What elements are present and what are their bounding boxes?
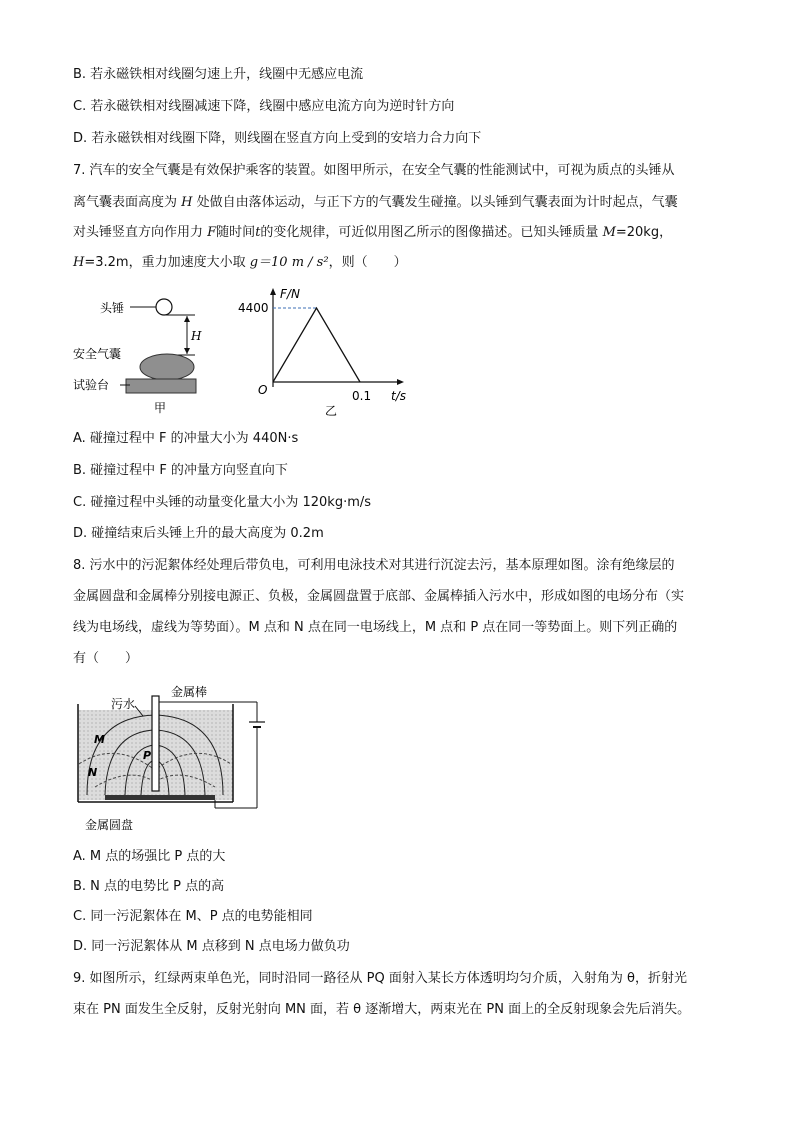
- q7-figure-yi-chart: [230, 282, 420, 422]
- h-arrow-up: [184, 316, 190, 322]
- q6-option-b: B. 若永磁铁相对线圈匀速上升，线圈中无感应电流: [73, 67, 364, 82]
- p-point-label: P: [143, 749, 152, 762]
- q8-option-c: C. 同一污泥絮体在 M、P 点的电势能相同: [73, 909, 313, 924]
- x-axis-label: t/s: [391, 389, 406, 403]
- q7-stem-line2: [73, 194, 678, 212]
- q8-stem-line3: 线为电场线，虚线为等势面）。M 点和 N 点在同一电场线上，M 点和 P 点在同一等势面上。则下列正确的: [73, 620, 678, 635]
- h-label: H: [191, 329, 202, 343]
- q8-option-d: D. 同一污泥絮体从 M 点移到 N 点电场力做负功: [73, 939, 350, 954]
- q8-electrophoresis-figure: [75, 682, 275, 837]
- y-axis-label: F/N: [280, 287, 300, 301]
- water-label: 污水: [111, 697, 136, 711]
- test-table: [126, 379, 196, 393]
- q7-var-h: H: [73, 255, 85, 270]
- metal-rod: [152, 696, 159, 791]
- q6-option-c: C. 若永磁铁相对线圈减速下降，线圈中感应电流方向为逆时针方向: [73, 99, 455, 114]
- q7-text: 离气囊表面高度为: [73, 195, 182, 210]
- q8-stem-line2: 金属圆盘和金属棒分别接电源正、负极，金属圆盘置于底部、金属棒插入污水中，形成如图的电场分布（实: [73, 589, 685, 604]
- origin-label: O: [258, 383, 268, 397]
- q8-stem-line1: 8. 污水中的污泥絮体经处理后带负电，可利用电泳技术对其进行沉淀去污，基本原理如图。涂有绝缘层的: [73, 558, 675, 573]
- q7-text: 处做自由落体运动，与正下方的气囊发生碰撞。以头锤到气囊表面为计时起点，气囊: [192, 195, 678, 210]
- q6-option-d: D. 若永磁铁相对线圈下降，则线圈在竖直方向上受到的安培力合力向下: [73, 131, 482, 146]
- q7-var-f: F: [207, 225, 217, 240]
- q7-text: =3.2m，重力加速度大小取: [84, 255, 250, 270]
- figure-yi-caption: 乙: [325, 404, 338, 418]
- head-ball: [156, 299, 172, 315]
- q8-option-a: A. M 点的场强比 P 点的大: [73, 849, 226, 864]
- h-arrow-down: [184, 348, 190, 354]
- q7-text: ，则（ ）: [328, 255, 407, 270]
- rod-label: 金属棒: [171, 685, 208, 699]
- force-series-line: [273, 308, 360, 382]
- metal-disk: [105, 795, 215, 800]
- q7-text: 随时间: [216, 225, 256, 240]
- x-axis-arrow: [397, 379, 404, 385]
- q7-figure-jia: [70, 290, 210, 420]
- figure-jia-caption: 甲: [154, 401, 167, 415]
- q7-var-m: M: [602, 225, 616, 240]
- x-tick-label: 0.1: [352, 389, 372, 403]
- airbag: [140, 354, 194, 380]
- y-axis-arrow: [270, 288, 276, 295]
- q9-stem-line1: 9. 如图所示，红绿两束单色光，同时沿同一路径从 PQ 面射入某长方体透明均匀介质，入射角为 θ，折射光: [73, 971, 687, 986]
- q7-var-h: H: [181, 195, 193, 210]
- q7-option-c: C. 碰撞过程中头锤的动量变化量大小为 120kg·m/s: [73, 495, 372, 510]
- q7-var-t: t: [255, 225, 261, 240]
- q7-option-d: D. 碰撞结束后头锤上升的最大高度为 0.2m: [73, 526, 324, 541]
- q7-text: =20kg，: [615, 225, 673, 240]
- q9-stem-line2: 束在 PN 面发生全反射，反射光射向 MN 面，若 θ 逐渐增大，两束光在 PN 面上的全反射现象会先后消失。: [73, 1002, 691, 1017]
- q7-stem-line4: [73, 254, 407, 272]
- q7-gravity: g＝10 m / s²: [249, 255, 329, 270]
- m-point-label: M: [94, 733, 105, 746]
- head-label: 头锤: [100, 301, 125, 315]
- disk-label: 金属圆盘: [85, 818, 134, 832]
- q8-option-b: B. N 点的电势比 P 点的高: [73, 879, 225, 894]
- q7-option-a: A. 碰撞过程中 F 的冲量大小为 440N·s: [73, 431, 299, 446]
- q7-text: 的变化规律，可近似用图乙所示的图像描述。已知头锤质量: [260, 225, 603, 240]
- airbag-label: 安全气囊: [73, 347, 122, 361]
- table-label: 试验台: [73, 378, 110, 392]
- q7-stem-line3: [73, 224, 672, 242]
- n-point-label: N: [88, 766, 98, 779]
- q8-stem-line4: 有（ ）: [73, 651, 139, 666]
- y-tick-label: 4400: [238, 301, 269, 315]
- q7-text: 对头锤竖直方向作用力: [73, 225, 208, 240]
- q7-stem-line1: 7. 汽车的安全气囊是有效保护乘客的装置。如图甲所示，在安全气囊的性能测试中，可视为质点的头锤从: [73, 163, 675, 178]
- q7-option-b: B. 碰撞过程中 F 的冲量方向竖直向下: [73, 463, 288, 478]
